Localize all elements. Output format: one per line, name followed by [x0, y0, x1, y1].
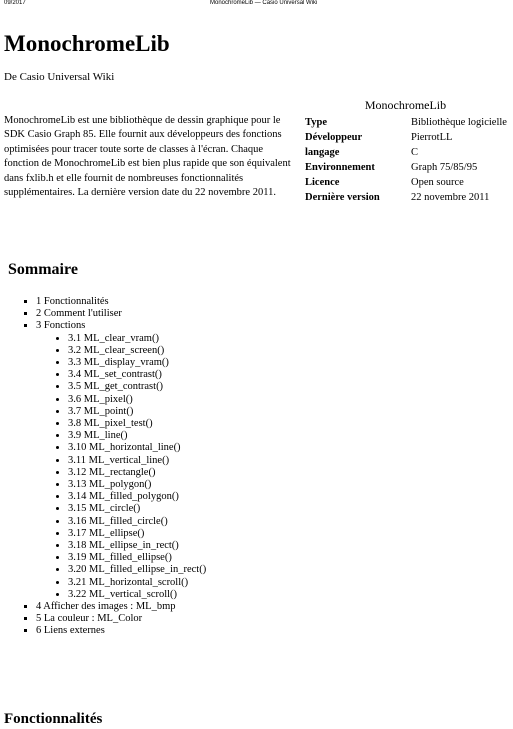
toc-sublist: [36, 333, 500, 601]
page-title: MonochromeLib: [4, 31, 170, 56]
infobox: [303, 98, 508, 205]
infobox-value: PierrotLL: [411, 131, 453, 143]
infobox-row: [303, 145, 508, 160]
toc-subitem[interactable]: • 3.15 ML_circle(): [68, 503, 500, 515]
infobox-value: Open source: [411, 176, 464, 188]
toc-subitem[interactable]: • 3.18 ML_ellipse_in_rect(): [68, 540, 500, 552]
toc-link[interactable]: 1 Fonctionnalités: [36, 296, 109, 307]
print-date: 09/2017: [4, 0, 26, 6]
site-tagline: De Casio Universal Wiki: [4, 71, 115, 83]
infobox-value: Graph 75/85/95: [411, 161, 478, 173]
toc-link[interactable]: 3 Fonctions: [36, 320, 86, 332]
toc-subitem[interactable]: • 3.5 ML_get_contrast(): [68, 381, 500, 393]
infobox-label: Environnement: [305, 161, 375, 173]
intro-paragraph: MonochromeLib est une bibliothèque de dessin graphique pour le SDK Casio Graph 85. Elle fournit aux développeurs des fonctions optimisées pour tracer toute sorte de classes à l'écran. Chaque fonction de MonochromeLib est bien plus rapide que son équivalent dans fxlib.h et elle fournit de nombreuses fonctionnalités supplémentaires. La dernière version date du 22 novembre 2011.: [4, 115, 291, 199]
toc-subitem[interactable]: • 3.12 ML_rectangle(): [68, 467, 500, 479]
infobox-value: Bibliothèque logicielle: [411, 116, 507, 128]
toc-subitem[interactable]: • 3.13 ML_polygon(): [68, 479, 500, 491]
infobox-row: [303, 160, 508, 175]
toc-item[interactable]: [36, 625, 500, 637]
toc-subitem[interactable]: • 3.8 ML_pixel_test(): [68, 418, 500, 430]
toc-subitem[interactable]: • 3.22 ML_vertical_scroll(): [68, 589, 500, 601]
infobox-label: Dernière version: [305, 191, 380, 203]
infobox-value: 22 novembre 2011: [411, 191, 490, 203]
infobox-row: [303, 115, 508, 130]
toc-subitem[interactable]: • 3.17 ML_ellipse(): [68, 528, 500, 540]
toc-subitem[interactable]: • 3.16 ML_filled_circle(): [68, 516, 500, 528]
infobox-label: langage: [305, 146, 340, 158]
toc-subitem[interactable]: • 3.6 ML_pixel(): [68, 394, 500, 406]
toc-subitem[interactable]: • 3.9 ML_line(): [68, 430, 500, 442]
infobox-label: Développeur: [305, 131, 363, 143]
toc-link[interactable]: 6 Liens externes: [36, 625, 105, 637]
toc-subitem[interactable]: • 3.14 ML_filled_polygon(): [68, 491, 500, 503]
print-header: [0, 0, 513, 8]
toc-subitem[interactable]: • 3.20 ML_filled_ellipse_in_rect(): [68, 564, 500, 576]
toc-subitem[interactable]: • 3.10 ML_horizontal_line(): [68, 442, 500, 454]
toc-item[interactable]: [36, 613, 500, 625]
infobox-row: [303, 190, 508, 205]
print-page-title: MonochromeLib — Casio Universal Wiki: [210, 0, 318, 6]
infobox-label: Licence: [305, 176, 340, 188]
toc-item[interactable]: [36, 320, 500, 601]
infobox-table: [303, 115, 508, 205]
toc-link[interactable]: 2 Comment l'utiliser: [36, 308, 122, 320]
infobox-value: C: [411, 146, 419, 158]
infobox-label: Type: [305, 116, 327, 128]
toc-subitem[interactable]: • 3.4 ML_set_contrast(): [68, 369, 500, 381]
toc-item[interactable]: [36, 296, 500, 308]
toc-subitem[interactable]: • 3.2 ML_clear_screen(): [68, 345, 500, 357]
toc-subitem[interactable]: • 3.3 ML_display_vram(): [68, 357, 500, 369]
section-title-fonctionnalites: Fonctionnalités: [4, 711, 103, 727]
infobox-row: [303, 130, 508, 145]
toc-subitem[interactable]: • 3.19 ML_filled_ellipse(): [68, 552, 500, 564]
table-of-contents: [0, 296, 500, 638]
infobox-title: MonochromeLib: [364, 98, 447, 112]
toc-link[interactable]: 5 La couleur : ML_Color: [36, 613, 143, 625]
toc-item[interactable]: [36, 308, 500, 320]
toc-subitem[interactable]: • 3.21 ML_horizontal_scroll(): [68, 577, 500, 589]
toc-subitem[interactable]: • 3.11 ML_vertical_line(): [68, 455, 500, 467]
toc-subitem[interactable]: • 3.1 ML_clear_vram(): [68, 333, 500, 345]
toc-item[interactable]: [36, 601, 500, 613]
toc-subitem[interactable]: • 3.7 ML_point(): [68, 406, 500, 418]
toc-link[interactable]: 4 Afficher des images : ML_bmp: [36, 601, 176, 613]
toc-title: Sommaire: [8, 261, 78, 278]
infobox-row: [303, 175, 508, 190]
toc-list: [0, 296, 500, 638]
